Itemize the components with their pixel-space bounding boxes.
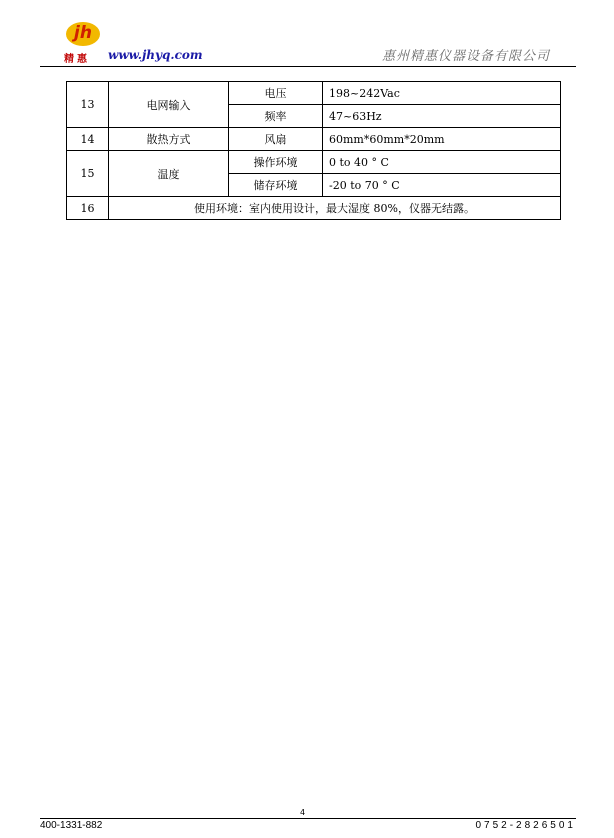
row-number: 16 xyxy=(67,197,109,220)
logo-subtitle: 精惠 xyxy=(64,54,90,65)
footer-phone-right: 0752-2826501 xyxy=(475,820,576,831)
table-row xyxy=(67,128,561,151)
row-number: 14 xyxy=(67,128,109,151)
row-name: 温度 xyxy=(109,151,229,197)
row-value: 60mm*60mm*20mm xyxy=(323,128,561,151)
table-row xyxy=(67,197,561,220)
row-merged-note: 使用环境：室内使用设计，最大湿度 80%，仪器无结露。 xyxy=(109,197,561,220)
website-link[interactable]: www.jhyq.com xyxy=(108,48,203,62)
row-sub-label: 操作环境 xyxy=(229,151,323,174)
table-row xyxy=(67,82,561,105)
header-divider xyxy=(40,66,576,67)
footer-divider xyxy=(40,818,576,819)
row-sub-label: 频率 xyxy=(229,105,323,128)
table-row xyxy=(67,151,561,174)
row-name: 散热方式 xyxy=(109,128,229,151)
row-sub-label: 储存环境 xyxy=(229,174,323,197)
row-value: 47~63Hz xyxy=(323,105,561,128)
page-number: 4 xyxy=(300,808,306,817)
row-name: 电网输入 xyxy=(109,82,229,128)
logo-mark: jh xyxy=(66,22,100,46)
row-sub-label: 风扇 xyxy=(229,128,323,151)
row-number: 13 xyxy=(67,82,109,128)
row-sub-label: 电压 xyxy=(229,82,323,105)
row-number: 15 xyxy=(67,151,109,197)
company-logo xyxy=(64,22,104,46)
row-value: 0 to 40 ° C xyxy=(323,151,561,174)
spec-table xyxy=(66,81,561,220)
row-value: 198~242Vac xyxy=(323,82,561,105)
footer-phone-left: 400-1331-882 xyxy=(40,820,103,831)
row-value: -20 to 70 ° C xyxy=(323,174,561,197)
company-name: 惠州精惠仪器设备有限公司 xyxy=(381,49,550,64)
